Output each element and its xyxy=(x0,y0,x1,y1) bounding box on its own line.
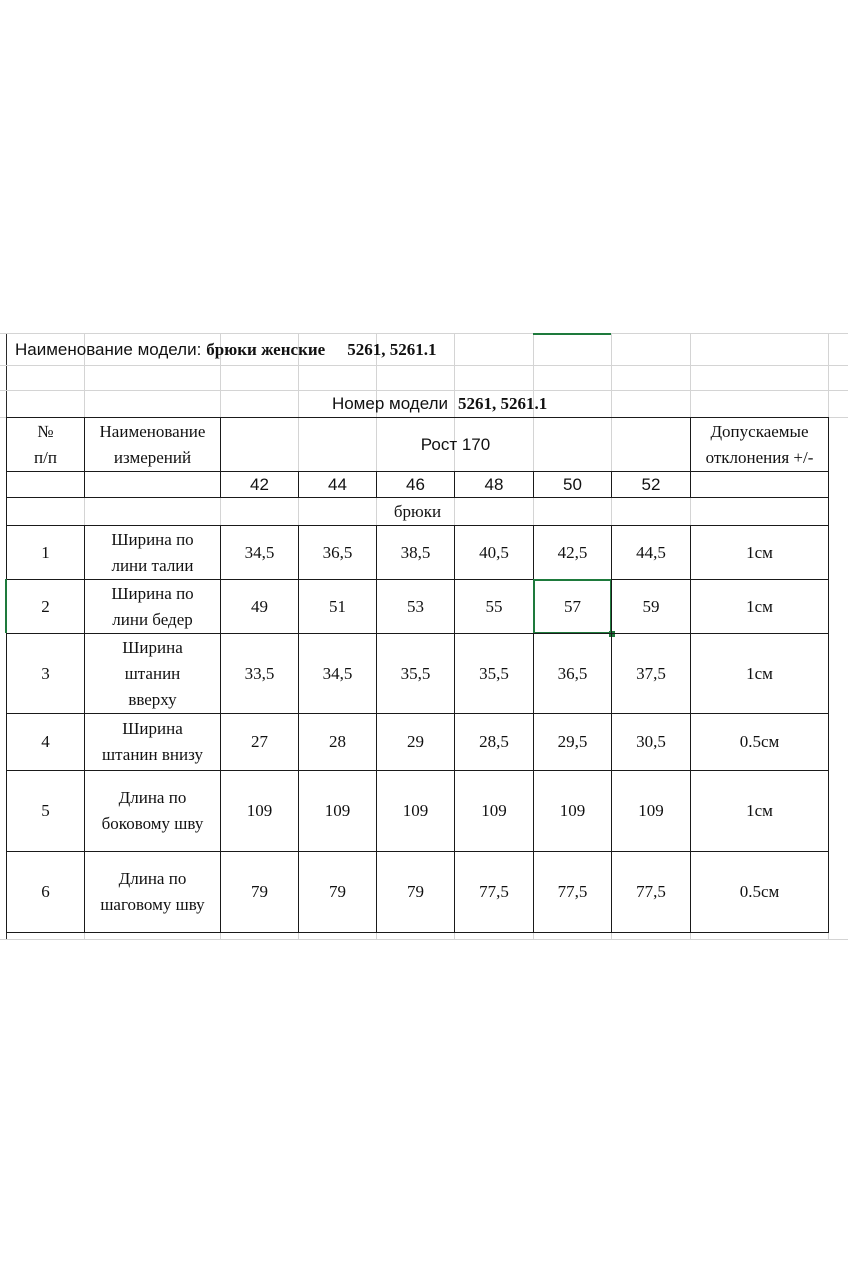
size-header-50[interactable]: 50 xyxy=(533,471,612,498)
tolerance-cell[interactable]: 1см xyxy=(690,579,829,634)
selected-cell[interactable]: 57 xyxy=(533,579,612,634)
size-header-48[interactable]: 48 xyxy=(454,471,534,498)
model-label: Наименование модели: xyxy=(15,340,202,359)
row-number[interactable]: 6 xyxy=(6,851,85,933)
measurement-name[interactable]: Длина по шаговому шву xyxy=(84,851,221,933)
value-cell[interactable]: 34,5 xyxy=(220,525,299,580)
header-measurement-name[interactable]: Наименование измерений xyxy=(84,417,221,472)
header-number[interactable]: № п/п xyxy=(6,417,85,472)
model-numbers: 5261, 5261.1 xyxy=(347,340,437,359)
size-header-52[interactable]: 52 xyxy=(611,471,691,498)
value-cell[interactable]: 109 xyxy=(454,770,534,852)
tolerance-cell[interactable]: 1см xyxy=(690,770,829,852)
measurement-name[interactable]: Ширина по лини талии xyxy=(84,525,221,580)
active-column-indicator xyxy=(533,333,611,335)
measurement-name[interactable]: Ширина по лини бедер xyxy=(84,579,221,634)
row-number[interactable]: 2 xyxy=(6,579,85,634)
row-number[interactable]: 4 xyxy=(6,713,85,771)
selected-row-indicator xyxy=(5,579,7,633)
tolerance-cell[interactable]: 0.5см xyxy=(690,851,829,933)
size-header-46[interactable]: 46 xyxy=(376,471,455,498)
measurement-name[interactable]: Ширина штанин внизу xyxy=(84,713,221,771)
value-cell[interactable]: 37,5 xyxy=(611,633,691,714)
value-cell[interactable]: 109 xyxy=(611,770,691,852)
value-cell[interactable]: 79 xyxy=(220,851,299,933)
section-title[interactable]: брюки xyxy=(6,497,829,526)
value-cell[interactable]: 29 xyxy=(376,713,455,771)
value-cell[interactable]: 36,5 xyxy=(298,525,377,580)
value-cell[interactable]: 33,5 xyxy=(220,633,299,714)
model-number-label[interactable]: Номер модели xyxy=(331,394,448,413)
value-cell[interactable]: 109 xyxy=(298,770,377,852)
value-cell[interactable]: 40,5 xyxy=(454,525,534,580)
value-cell[interactable]: 28,5 xyxy=(454,713,534,771)
value-cell[interactable]: 77,5 xyxy=(611,851,691,933)
tolerance-cell[interactable]: 1см xyxy=(690,633,829,714)
value-cell[interactable]: 49 xyxy=(220,579,299,634)
header-height[interactable]: Рост 170 xyxy=(220,417,691,472)
header-tolerance[interactable]: Допускаемые отклонения +/- xyxy=(690,417,829,472)
gridline xyxy=(0,939,848,940)
model-name: брюки женские xyxy=(206,340,326,359)
value-cell[interactable]: 36,5 xyxy=(533,633,612,714)
size-row-empty[interactable] xyxy=(6,471,85,498)
size-row-empty[interactable] xyxy=(84,471,221,498)
value-cell[interactable]: 27 xyxy=(220,713,299,771)
value-cell[interactable]: 79 xyxy=(376,851,455,933)
measurement-name[interactable]: Ширина штанин вверху xyxy=(84,633,221,714)
value-cell[interactable]: 30,5 xyxy=(611,713,691,771)
value-cell[interactable]: 35,5 xyxy=(376,633,455,714)
tolerance-cell[interactable]: 1см xyxy=(690,525,829,580)
value-cell[interactable]: 53 xyxy=(376,579,455,634)
value-cell[interactable]: 109 xyxy=(533,770,612,852)
gridline xyxy=(0,365,848,366)
value-cell[interactable]: 79 xyxy=(298,851,377,933)
size-header-42[interactable]: 42 xyxy=(220,471,299,498)
size-row-empty[interactable] xyxy=(690,471,829,498)
value-cell[interactable]: 29,5 xyxy=(533,713,612,771)
value-cell[interactable]: 59 xyxy=(611,579,691,634)
value-cell[interactable]: 28 xyxy=(298,713,377,771)
row-number[interactable]: 1 xyxy=(6,525,85,580)
value-cell[interactable]: 38,5 xyxy=(376,525,455,580)
row-number[interactable]: 3 xyxy=(6,633,85,714)
gridline xyxy=(0,333,848,334)
model-title-row[interactable] xyxy=(7,335,527,365)
model-number-value[interactable]: 5261, 5261.1 xyxy=(458,394,548,413)
value-cell[interactable]: 44,5 xyxy=(611,525,691,580)
tolerance-cell[interactable]: 0.5см xyxy=(690,713,829,771)
measurement-name[interactable]: Длина по боковому шву xyxy=(84,770,221,852)
value-cell[interactable]: 34,5 xyxy=(298,633,377,714)
value-cell[interactable]: 51 xyxy=(298,579,377,634)
value-cell[interactable]: 109 xyxy=(376,770,455,852)
value-cell[interactable]: 77,5 xyxy=(454,851,534,933)
value-cell[interactable]: 109 xyxy=(220,770,299,852)
value-cell[interactable]: 55 xyxy=(454,579,534,634)
value-cell[interactable]: 77,5 xyxy=(533,851,612,933)
size-header-44[interactable]: 44 xyxy=(298,471,377,498)
value-cell[interactable]: 35,5 xyxy=(454,633,534,714)
row-number[interactable]: 5 xyxy=(6,770,85,852)
spreadsheet-sheet xyxy=(0,333,848,940)
value-cell[interactable]: 42,5 xyxy=(533,525,612,580)
